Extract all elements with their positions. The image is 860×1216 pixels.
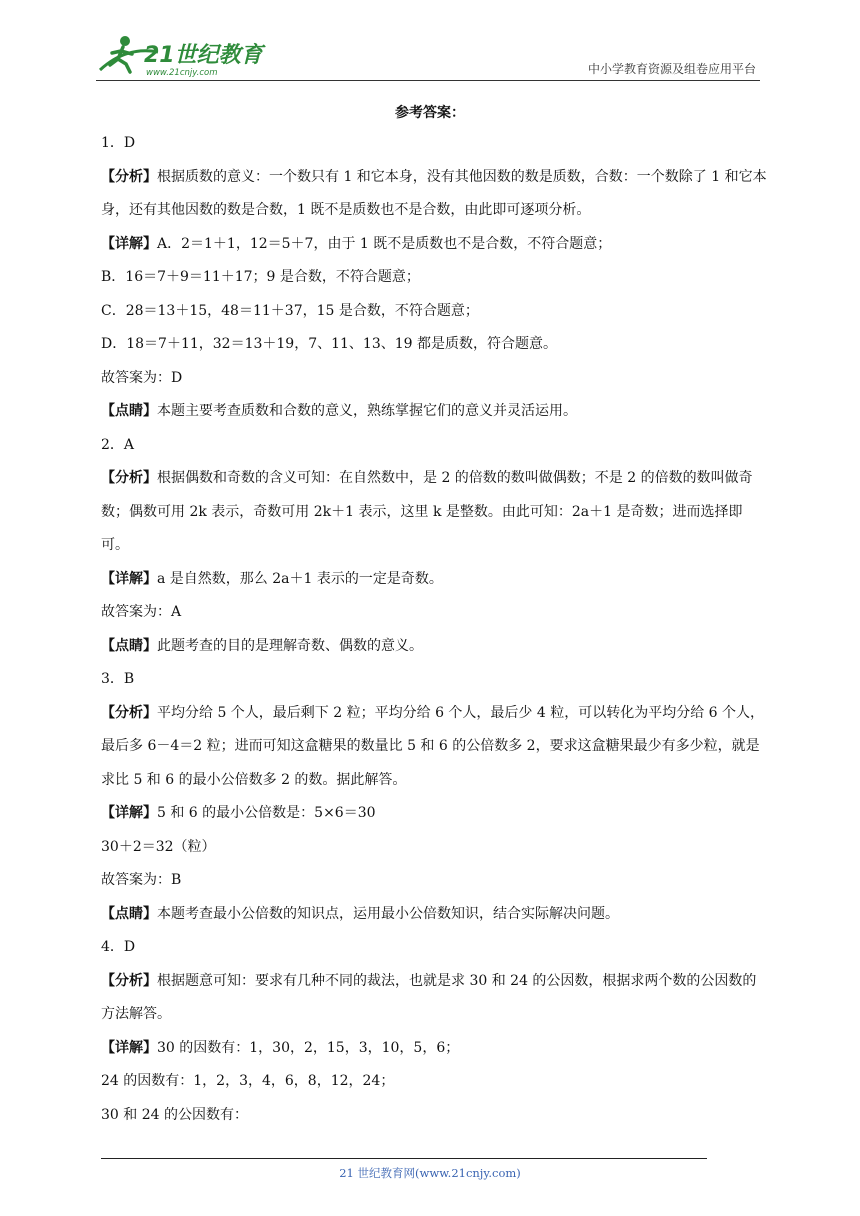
page-header [96,30,760,81]
analysis-tag: 【分析】 [101,470,157,486]
detail-paragraph [101,1032,767,1066]
question-number: 1．D [101,135,136,151]
analysis-text: 根据质数的意义：一个数只有 1 和它本身，没有其他因数的数是质数，合数：一个数除了 1 和它本身，还有其他因数的数是合数，1 既不是质数也不是合数，由此即可逐项分析。 [101,168,767,218]
detail-line: B．16＝7＋9＝11＋17；9 是合数，不符合题意； [101,269,420,285]
comment-paragraph [101,395,767,429]
comment-tag: 【点睛】 [101,403,157,419]
comment-tag: 【点睛】 [101,905,157,922]
comment-text: 本题主要考查质数和合数的意义，熟练掌握它们的意义并灵活运用。 [157,403,577,419]
comment-text: 此题考查的目的是理解奇数、偶数的意义。 [157,637,423,654]
answer-line: 故答案为：B [101,872,182,888]
analysis-paragraph [101,462,767,563]
analysis-tag: 【分析】 [101,704,157,721]
comment-text: 本题考查最小公倍数的知识点，运用最小公倍数知识，结合实际解决问题。 [157,905,619,922]
analysis-paragraph [101,697,767,798]
detail-line: a 是自然数，那么 2a＋1 表示的一定是奇数。 [157,570,443,587]
answer-line: 故答案为：D [101,369,183,386]
detail-paragraph [101,563,767,597]
analysis-text: 平均分给 5 个人，最后剩下 2 粒；平均分给 6 个人，最后少 4 粒，可以转化为平均分给 6 个人，最后多 6－4＝2 粒；进而可知这盒糖果的数量比 5 和 6 的公倍数多 2，要求这盒糖果最少有多少粒，就是求比 5 和 6 的最小公倍数多 2 的数。据此解答。 [101,704,765,788]
page-footer: 21 世纪教育网(www.21cnjy.com) [339,1166,521,1180]
analysis-text: 根据偶数和奇数的含义可知：在自然数中，是 2 的倍数的数叫做偶数；不是 2 的倍数的数叫做奇数；偶数可用 2k 表示，奇数可用 2k＋1 表示，这里 k 是整数。由此可知：2a＋1 是奇数；进而选择即可。 [101,470,753,553]
detail-line: D．18＝7＋11，32＝13＋19，7、11、13、19 都是质数，符合题意。 [101,336,558,352]
comment-paragraph [101,630,767,664]
question-number: 2．A [101,436,135,453]
detail-tag: 【详解】 [101,805,157,821]
platform-name: 中小学教育资源及组卷应用平台 [587,62,756,76]
detail-paragraph [101,228,767,262]
analysis-paragraph [101,161,767,228]
comment-paragraph [101,898,767,932]
detail-line: 30 和 24 的公因数有： [101,1106,248,1123]
analysis-tag: 【分析】 [101,972,157,989]
comment-tag: 【点睛】 [101,637,157,654]
answer-content [101,127,767,1132]
detail-tag: 【详解】 [101,1039,157,1056]
answer-line: 故答案为：A [101,604,182,620]
question-number: 4．D [101,939,136,955]
analysis-paragraph [101,965,767,1032]
detail-line: A．2＝1＋1，12＝5＋7，由于 1 既不是质数也不是合数，不符合题意； [157,235,612,252]
svg-text:www.21cnjy.com: www.21cnjy.com [146,68,218,78]
detail-tag: 【详解】 [101,570,157,587]
detail-line: 5 和 6 的最小公倍数是：5×6＝30 [157,805,376,821]
analysis-text: 根据题意可知：要求有几种不同的裁法，也就是求 30 和 24 的公因数，根据求两个数的公因数的方法解答。 [101,972,757,1022]
detail-line: 30 的因数有：1，30，2，15，3，10，5，6； [157,1039,460,1056]
question-number: 3．B [101,671,135,687]
analysis-tag: 【分析】 [101,168,157,185]
detail-line: C．28＝13＋15，48＝11＋37，15 是合数，不符合题意； [101,302,479,319]
footer-divider [101,1158,707,1159]
detail-tag: 【详解】 [101,235,157,252]
site-logo [96,32,266,78]
detail-line: 24 的因数有：1，2，3，4，6，8，12，24； [101,1073,395,1089]
detail-line: 30＋2＝32（粒） [101,838,216,855]
page-title: 参考答案： [395,105,465,121]
detail-paragraph [101,797,767,831]
svg-text:21世纪教育: 21世纪教育 [144,43,263,68]
